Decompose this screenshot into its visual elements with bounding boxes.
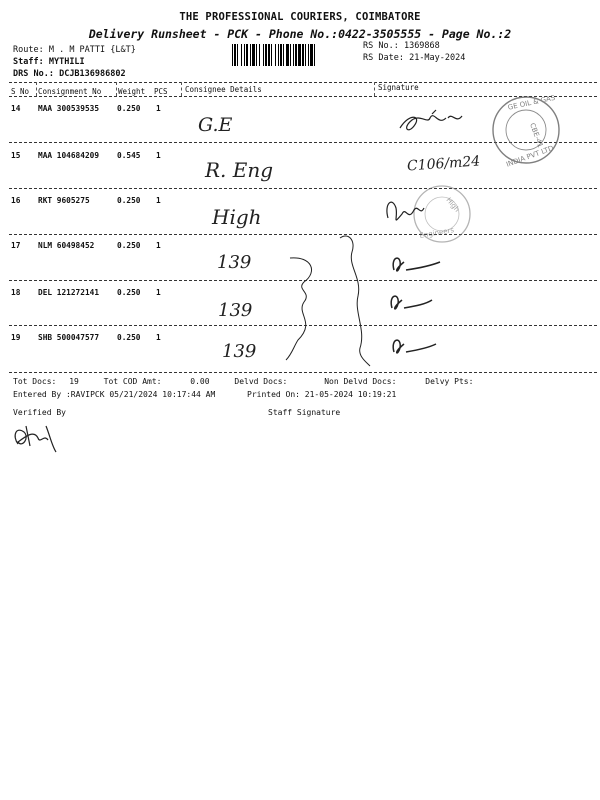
row-pcs: 1: [156, 196, 161, 205]
cod-label: Tot COD Amt:: [103, 377, 162, 386]
row-sno: 17: [11, 241, 21, 250]
row-rule: [9, 325, 597, 326]
signature-row-17-icon: [393, 258, 440, 271]
row-consignment: NLM 60498452: [38, 241, 95, 250]
col-sno: S No: [11, 87, 30, 96]
barcode-bar: [278, 44, 279, 66]
row-consignment: RKT 9605275: [38, 196, 90, 205]
row-sno: 19: [11, 333, 21, 342]
signature-row-14-icon: [400, 110, 462, 130]
row-sno: 16: [11, 196, 21, 205]
tot-docs-value: 19: [69, 377, 79, 386]
col-divider: [36, 82, 37, 96]
entered-by: Entered By :RAVIPCK 05/21/2024 10:17:44 AM: [13, 390, 216, 399]
row-consignment: MAA 104684209: [38, 151, 100, 160]
col-divider: [374, 82, 375, 96]
barcode-bar: [283, 44, 284, 66]
row-consignee-handwriting: 139: [217, 252, 252, 273]
route-line: [13, 45, 136, 55]
barcode-bar: [302, 44, 304, 66]
signature-row-18-icon: [391, 296, 432, 309]
non-delvd-label: Non Delvd Docs:: [324, 377, 397, 386]
row-weight: 0.250: [117, 196, 141, 205]
delvd-label: Delvd Docs:: [234, 377, 288, 386]
rs-date-line: [363, 53, 465, 63]
barcode-bar: [298, 44, 301, 66]
signature-row-19-icon: [393, 340, 436, 353]
barcode-bar: [293, 44, 294, 66]
barcode-bar: [259, 44, 260, 66]
row-consignee-handwriting: High: [212, 205, 262, 229]
printed-on: Printed On: 21-05-2024 10:19:21: [247, 390, 397, 399]
ge-stamp-side-text: CBE-41: [528, 121, 545, 149]
row-consignee-handwriting: 139: [222, 341, 257, 362]
staff-label: Staff:: [13, 57, 44, 67]
route-value: M . M PATTI {L&T}: [48, 45, 136, 55]
barcode-bar: [268, 44, 270, 66]
rs-date-label: RS Date:: [363, 53, 404, 63]
row-pcs: 1: [156, 288, 161, 297]
barcode-bar: [241, 44, 242, 66]
delvy-pts-label: Delvy Pts:: [425, 377, 474, 386]
barcode-bar: [271, 44, 272, 66]
row-consignee-handwriting: G.E: [198, 114, 233, 136]
rs-date-value: 21-May-2024: [409, 53, 466, 63]
row-pcs: 1: [156, 151, 161, 160]
handwritten-date: C106/m24: [406, 153, 481, 175]
totals-line: [13, 377, 473, 386]
barcode-bar: [250, 44, 251, 66]
col-consignment: Consignment No: [38, 87, 102, 96]
col-divider: [116, 82, 117, 96]
staff-signature-label: Staff Signature: [268, 408, 341, 417]
row-pcs: 1: [156, 333, 161, 342]
barcode-icon: [232, 44, 358, 66]
barcode-bar: [244, 44, 245, 66]
high-stamp-bottom-text: Engineers: [418, 226, 455, 240]
row-pcs: 1: [156, 104, 161, 113]
row-weight: 0.545: [117, 151, 141, 160]
ge-stamp-bottom-text: INDIA PVT LTD: [505, 144, 555, 169]
barcode-bar: [263, 44, 264, 66]
table-top-rule: [9, 82, 597, 83]
rs-no-line: [363, 41, 440, 51]
barcode-bar: [290, 44, 291, 66]
barcode-bar: [232, 44, 233, 66]
barcode-bar: [286, 44, 289, 66]
high-stamp-top-text: High: [444, 196, 461, 214]
rs-no-value: 1369868: [403, 41, 440, 51]
drs-value: DCJB136986802: [59, 69, 126, 79]
staff-value: MYTHILI: [48, 57, 85, 67]
row-weight: 0.250: [117, 241, 141, 250]
barcode-bar: [246, 44, 248, 66]
verifier-signature-icon: [15, 426, 56, 452]
row-consignee-handwriting: 139: [218, 300, 253, 321]
drs-line: [13, 69, 126, 79]
row-consignment: MAA 300539535: [38, 104, 100, 113]
barcode-bar: [275, 44, 276, 66]
row-consignee-handwriting: R. Eng: [205, 158, 274, 182]
tot-docs-label: Tot Docs:: [13, 377, 57, 386]
barcode-bar: [295, 44, 297, 66]
row-weight: 0.250: [117, 333, 141, 342]
col-consignee-details: Consignee Details: [185, 85, 262, 94]
row-weight: 0.250: [117, 288, 141, 297]
barcode-bar: [305, 44, 306, 66]
row-consignment: SHB 500047577: [38, 333, 100, 342]
col-pcs: PCS: [154, 87, 168, 96]
col-signature: Signature: [378, 83, 419, 92]
row-weight: 0.250: [117, 104, 141, 113]
barcode-bar: [265, 44, 267, 66]
rs-no-label: RS No.:: [363, 41, 399, 51]
col-weight: Weight: [118, 87, 146, 96]
barcode-bar: [280, 44, 282, 66]
table-header-rule: [9, 96, 597, 97]
ditto-brace-icon: [286, 258, 312, 360]
signature-row-16-icon: [387, 202, 424, 220]
runsheet-title: Delivery Runsheet - PCK - Phone No.:0422-3505555 - Page No.:2: [88, 27, 512, 41]
row-rule: [9, 188, 597, 189]
barcode-bar: [234, 44, 236, 66]
barcode-bar: [237, 44, 238, 66]
row-rule: [9, 234, 597, 235]
staff-line: [13, 57, 85, 67]
barcode-bar: [252, 44, 255, 66]
barcode-bar: [314, 44, 315, 66]
barcode-bar: [310, 44, 313, 66]
row-pcs: 1: [156, 241, 161, 250]
row-consignment: DEL 121272141: [38, 288, 100, 297]
row-sno: 15: [11, 151, 21, 160]
row-sno: 14: [11, 104, 21, 113]
row-rule: [9, 142, 597, 143]
ditto-mark-icon: [340, 236, 370, 366]
drs-label: DRS No.:: [13, 69, 54, 79]
route-label: Route:: [13, 45, 44, 55]
col-divider: [181, 82, 182, 96]
ge-stamp-icon: [493, 94, 559, 169]
cod-value: 0.00: [190, 377, 210, 386]
verified-by-label: Verified By: [13, 408, 66, 417]
barcode-bar: [308, 44, 309, 66]
row-sno: 18: [11, 288, 21, 297]
row-rule: [9, 280, 597, 281]
company-name: THE PROFESSIONAL COURIERS, COIMBATORE: [179, 11, 421, 23]
ge-stamp-top-text: GE OIL & GAS: [507, 93, 556, 112]
table-bottom-rule: [9, 372, 597, 373]
barcode-bar: [256, 44, 257, 66]
